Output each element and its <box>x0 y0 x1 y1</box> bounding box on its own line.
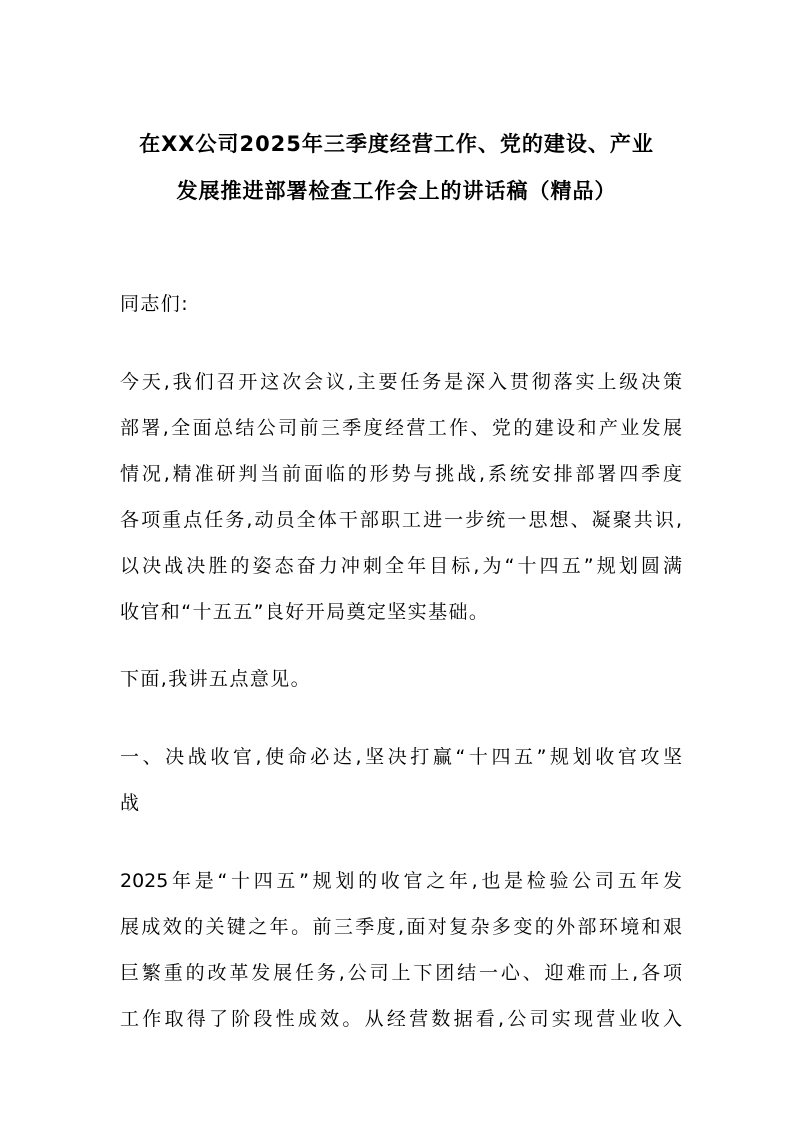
section-heading-1-continued: 战 <box>120 792 141 814</box>
salutation: 同志们: <box>120 293 190 315</box>
paragraph-1-line: 以决战决胜的姿态奋力冲刺全年目标,为“十四五”规划圆满 <box>120 555 682 577</box>
paragraph-1-line: 今天,我们召开这次会议,主要任务是深入贯彻落实上级决策 <box>120 371 682 393</box>
intro-sentence: 下面,我讲五点意见。 <box>120 668 312 690</box>
paragraph-1-line: 各项重点任务,动员全体干部职工进一步统一思想、凝聚共识, <box>120 509 682 531</box>
document-title-line-1: 在XX公司2025年三季度经营工作、党的建设、产业 <box>139 132 654 156</box>
paragraph-2-line: 工作取得了阶段性成效。从经营数据看,公司实现营业收入 <box>120 1008 682 1030</box>
paragraph-2-line: 巨繁重的改革发展任务,公司上下团结一心、迎难而上,各项 <box>120 962 682 984</box>
section-heading-1: 一、决战收官,使命必达,坚决打赢“十四五”规划收官攻坚 <box>120 746 682 768</box>
document-title-line-2: 发展推进部署检查工作会上的讲话稿（精品） <box>176 179 617 203</box>
paragraph-1-line: 部署,全面总结公司前三季度经营工作、党的建设和产业发展 <box>120 417 682 439</box>
paragraph-2-line: 2025年是“十四五”规划的收官之年,也是检验公司五年发 <box>120 870 682 892</box>
paragraph-2-line: 展成效的关键之年。前三季度,面对复杂多变的外部环境和艰 <box>120 916 682 938</box>
paragraph-1-line: 收官和“十五五”良好开局奠定坚实基础。 <box>120 601 490 623</box>
paragraph-1-line: 情况,精准研判当前面临的形势与挑战,系统安排部署四季度 <box>120 463 682 485</box>
